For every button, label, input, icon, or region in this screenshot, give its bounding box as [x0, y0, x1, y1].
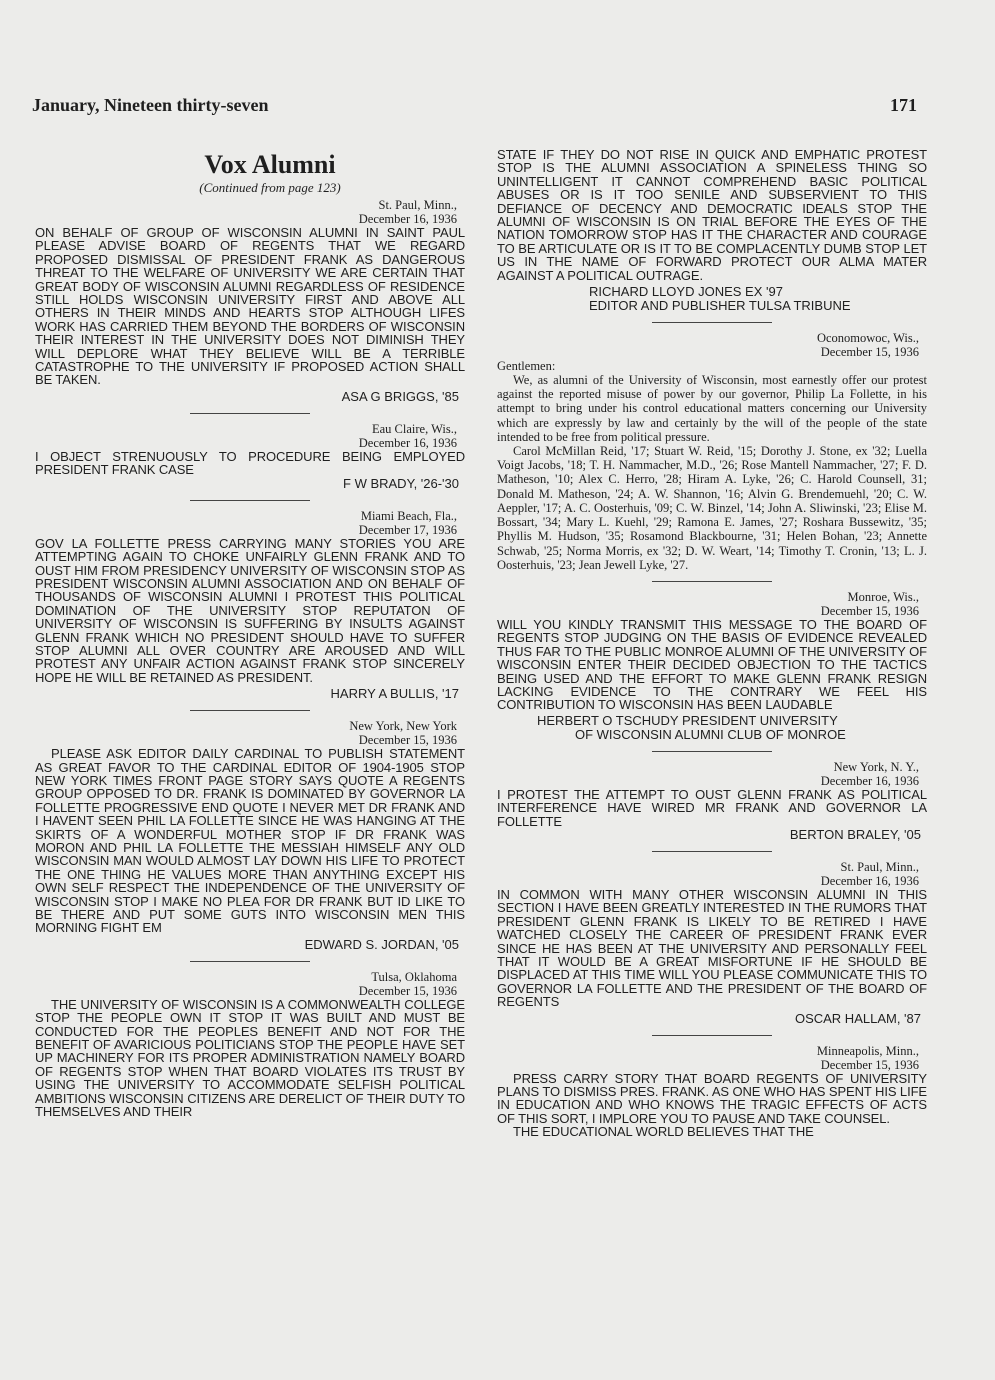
- letter-place: New York, New York: [349, 719, 457, 734]
- letter-body: GOV LA FOLLETTE PRESS CARRYING MANY STORIES YOU ARE ATTEMPTING AGAIN TO CHOKE UNFAIRLY GLENN FRANK AND TO OUST HIM FROM PRESIDENCY UNIVERSITY OF WISCONSIN STOP AS PRESIDENT WISCONSIN ALUMNI ASSOCIATION AND ON BEHALF OF THOUSANDS OF WISCONSIN ALUMNI I PROTEST THIS POLITICAL DOMINATION OF THE UNIVERSITY STOP REPUTATON OF UNIVERSITY OF WISCONSIN IS SUFFERING BY INSULTS AGAINST GLENN FRANK WHICH NO PRESIDENT SHOULD HAVE TO SUFFER STOP ALUMNI ALL OVER COUNTRY ARE AROUSED AND WILL PROTEST ANY UNFAIR ACTION AGAINST FRANK STOP SINCERELY HOPE HE WILL BE RETAINED AS PRESIDENT.: [35, 535, 465, 685]
- letter-jones-part1: [35, 970, 465, 1119]
- divider: [652, 1035, 772, 1036]
- article-title: Vox Alumni: [204, 150, 336, 179]
- letter-date: December 15, 1936: [820, 345, 919, 360]
- letter-place: St. Paul, Minn.,: [378, 198, 457, 212]
- letter-briggs: [35, 198, 465, 404]
- letter-place: St. Paul, Minn.,: [840, 859, 919, 874]
- letter-bullis: [35, 509, 465, 701]
- letter-jones-part2: [497, 148, 927, 313]
- divider: [190, 961, 310, 962]
- letter-date: December 15, 1936: [358, 733, 457, 748]
- left-column: [35, 150, 465, 1119]
- divider: [652, 851, 772, 852]
- letter-place: Tulsa, Oklahoma: [371, 969, 457, 984]
- letter-date: December 16, 1936: [820, 873, 919, 888]
- letter-brady: [35, 422, 465, 491]
- letter-date: December 17, 1936: [358, 522, 457, 537]
- letter-hallam: [497, 860, 927, 1026]
- letter-place: Miami Beach, Fla.,: [360, 508, 457, 523]
- divider: [652, 322, 772, 323]
- letter-body: PLEASE ASK EDITOR DAILY CARDINAL TO PUBLISH STATEMENT AS GREAT FAVOR TO THE CARDINAL EDITOR OF 1904-1905 STOP NEW YORK TIMES FRONT PAGE STORY SAYS QUOTE A REGENTS GROUP OPPOSED TO DR. FRANK IS DOMINATED BY GOVERNOR LA FOLLETTE PROGRESSIVE END QUOTE I NEVER MET DR FRANK AND I HAVENT SEEN PHIL LA FOLLETTE SINCE HE WAS HANGING AT THE SKIRTS OF A WONDERFUL MOTHER STOP IF DR FRANK WAS MORON AND PHIL LA FOLLETTE THE MESSIAH HIMSELF ANY OLD WISCONSIN MAN WOULD ALMOST LAY DOWN HIS LIFE TO PROTECT THE ONE THING HE VALUES MORE THAN ANYTHING EXCEPT HIS OWN SELF RESPECT THE INDEPENDENCE OF THE UNIVERSITY OF WISCONSIN STOP I MAKE NO PLEA FOR DR FRANK BUT ID LIKE TO BE THERE AND PUT SOME GUTS INTO WISCONSIN MEN THIS MORNING FIGHT EM: [35, 746, 465, 936]
- letter-place: Eau Claire, Wis.,: [371, 421, 457, 436]
- divider: [190, 500, 310, 501]
- letter-place: Minneapolis, Minn.,: [816, 1043, 919, 1058]
- continued-note: (Continued from page 123): [199, 180, 341, 195]
- letter-date: December 15, 1936: [358, 983, 457, 998]
- letter-date: December 15, 1936: [820, 603, 919, 618]
- letter-body: I OBJECT STRENUOUSLY TO PROCEDURE BEING EMPLOYED PRESIDENT FRANK CASE: [35, 448, 465, 478]
- letter-place: New York, N. Y.,: [833, 759, 919, 774]
- letter-body: THE UNIVERSITY OF WISCONSIN IS A COMMONWEALTH COLLEGE STOP THE PEOPLE OWN IT STOP IT WAS BUILT AND MUST BE CONDUCTED FOR THE PEOPLES BENEFIT AND NOT FOR THE BENEFIT OF AVARICIOUS POLITICIANS STOP THE PEOPLE HAVE SET UP MACHINERY FOR ITS PROPER ADMINISTRATION NAMELY BOARD OF REGENTS STOP WHEN THAT BOARD VIOLATES ITS TRUST BY USING THE UNIVERSITY TO ACCOMMODATE SELFISH POLITICAL AMBITIONS WISCONSIN CITIZENS ARE DERELICT OF THEIR DUTY TO THEMSELVES AND THEIR: [35, 996, 465, 1120]
- letter-body: IN COMMON WITH MANY OTHER WISCONSIN ALUMNI IN THIS SECTION I HAVE BEEN GREATLY INTERESTED IN THE RUMORS THAT PRESIDENT GLENN FRANK IS LIKELY TO BE RETIRED I HAVE WATCHED CLOSELY THE CAREER OF PRESIDENT FRANK EVER SINCE HE HAS BEEN AT THE UNIVERSITY AND PERSONALLY FEEL THAT IT WOULD BE A GREAT MISFORTUNE IF HE SHOULD BE DISPLACED AT THIS TIME WILL YOU PLEASE COMMUNICATE THIS TO GOVERNOR LA FOLLETTE AND THE PRESIDENT OF THE BOARD OF REGENTS: [497, 886, 927, 1010]
- letter-signature: F W BRADY, '26-'30: [343, 475, 459, 491]
- letter-signature: ASA G BRIGGS, '85: [341, 388, 459, 404]
- letter-date: December 16, 1936: [820, 773, 919, 788]
- issue-date: January, Nineteen thirty-seven: [32, 95, 269, 115]
- letter-body: We, as alumni of the University of Wisconsin, most earnestly offer our protest against the reported misuse of power by our governor, Philip La Follette, in his attempt to bring under his control educational matters concerning our University which are expressly by law and certainly by the will of the people of the state intended to be free from political pressure.: [497, 373, 927, 444]
- letter-body-continued: THE EDUCATIONAL WORLD BELIEVES THAT THE: [513, 1124, 814, 1140]
- letter-body: STATE IF THEY DO NOT RISE IN QUICK AND EMPHATIC PROTEST STOP IS THE ALUMNI ASSOCIATION A SPINELESS THING SO UNINTELLIGENT IT CANNOT COMPREHEND BASIC POLITICAL ABUSES OR IS IT TOO SENILE AND SUBSERVIENT TO THIS DEFIANCE OF DECENCY AND DEMOCRATIC IDEALS STOP THE ALUMNI OF WISCONSIN IS ON TRIAL BEFORE THE EYES OF THE NATION TOMORROW STOP HAS IT THE CHARACTER AND COURAGE TO BE ARTICULATE OR IS IT TO BE COMPLACENTLY DUMB STOP LET US IN THE NAME OF FORWARD PROTECT OUR ALMA MATER AGAINST A POLITICAL OUTRAGE.: [497, 147, 927, 283]
- letter-oconomowoc: [497, 331, 927, 572]
- divider: [190, 413, 310, 414]
- letter-signature-title: EDITOR AND PUBLISHER TULSA TRIBUNE: [589, 298, 851, 314]
- letter-minneapolis: [497, 1044, 927, 1139]
- letter-date: December 16, 1936: [358, 435, 457, 450]
- letter-body: WILL YOU KINDLY TRANSMIT THIS MESSAGE TO THE BOARD OF REGENTS STOP JUDGING ON THE BASIS OF EVIDENCE REVEALED THUS FAR TO THE PUBLIC MONROE ALUMNI OF THE UNIVERSITY OF WISCONSIN ENTER THEIR DECIDED OBJECTION TO THE TACTICS BEING USED AND THE EFFORT TO MAKE GLENN FRANK RESIGN LACKING EVIDENCE TO THE CONTRARY WE FEEL HIS CONTRIBUTION TO WISCONSIN HAS BEEN LAUDABLE: [497, 616, 927, 713]
- letter-signature: HARRY A BULLIS, '17: [330, 686, 459, 702]
- running-head: [32, 95, 917, 116]
- letter-body: I PROTEST THE ATTEMPT TO OUST GLENN FRANK AS POLITICAL INTERFERENCE HAVE WIRED MR FRANK AND GOVERNOR LA FOLLETTE: [497, 786, 927, 829]
- letter-signatories: Carol McMillan Reid, '17; Stuart W. Reid, '15; Dorothy J. Stone, ex '32; Luella Voigt Jacobs, '18; T. H. Nammacher, M.D., '26; Rose Mantell Nammacher, '27; F. D. Matheson, '10; Alex C. Herro, '28; Hiram A. Lyke, '26; C. Harold Counsell, 31; Donald M. Matheson, '24; A. W. Shannon, '16; Alvin G. Brendemuehl, '20; C. W. Aeppler, '17; A. C. Oosterhuis, '09; C. W. Binzel, '14; John A. Sliwinski, '23; Elise M. Bossart, '34; Mary L. Kuehl, '29; Ramona E. James, '27; Roshara Bussewitz, '35; Phyllis M. Hudson, '35; Rosamond Blackbourne, '31; Helen Bohan, '23; Annette Schwab, '25; Norma Morris, ex '32; D. W. Weart, '14; Timothy T. Cronin, '13; L. J. Oosterhuis, '23; Jean Jewell Lyke, '27.: [497, 444, 927, 572]
- letter-date: December 15, 1936: [820, 1057, 919, 1072]
- letter-signature: RICHARD LLOYD JONES EX '97: [589, 284, 783, 300]
- letter-place: Monroe, Wis.,: [847, 589, 919, 604]
- letter-body: PRESS CARRY STORY THAT BOARD REGENTS OF UNIVERSITY PLANS TO DISMISS PRES. FRANK. AS ONE WHO HAS SPENT HIS LIFE IN EDUCATION AND WHO KNOWS THE TRAGIC EFFECTS OF ACTS OF THIS SORT, I IMPLORE YOU TO PAUSE AND TAKE COUNSEL.: [497, 1070, 927, 1126]
- divider: [652, 581, 772, 582]
- page-number: 171: [890, 95, 917, 115]
- divider: [652, 751, 772, 752]
- letter-date: December 16, 1936: [358, 212, 457, 226]
- letter-jordan: [35, 719, 465, 952]
- letter-signature: HERBERT O TSCHUDY PRESIDENT UNIVERSITY: [537, 712, 838, 728]
- letter-signature: OSCAR HALLAM, '87: [794, 1010, 921, 1026]
- letter-monroe: [497, 590, 927, 742]
- divider: [190, 710, 310, 711]
- letter-signature: BERTON BRALEY, '05: [789, 826, 921, 842]
- letter-salutation: Gentlemen:: [497, 359, 556, 374]
- right-column: [497, 148, 927, 1139]
- letter-braley: [497, 760, 927, 842]
- letter-signature: EDWARD S. JORDAN, '05: [304, 936, 459, 952]
- letter-signature-line2: OF WISCONSIN ALUMNI CLUB OF MONROE: [575, 726, 846, 742]
- letter-body: ON BEHALF OF GROUP OF WISCONSIN ALUMNI IN SAINT PAUL PLEASE ADVISE BOARD OF REGENTS THAT WE REGARD PROPOSED DISMISSAL OF PRESIDENT FRANK AS DANGEROUS THREAT TO THE WELFARE OF UNIVERSITY WE ARE CERTAIN THAT GREAT BODY OF WISCONSIN ALUMNI REGARDLESS OF RESIDENCE STILL HOLDS WISCONSIN UNIVERSITY FIRST AND ABOVE ALL OTHERS IN THEIR MINDS AND HEARTS STOP ALTHOUGH LIFES WORK HAS CARRIED THEM BEYOND THE BORDERS OF WISCONSIN THEIR INTEREST IN THE UNIVERSITY DOES NOT DIMINISH THEY WILL DEPLORE WHAT THEY BELIEVE WILL BE A TERRIBLE CATASTROPHE TO THE UNIVERSITY IF PROPOSED ACTION SHALL BE TAKEN.: [35, 225, 465, 388]
- letter-place: Oconomowoc, Wis.,: [816, 331, 919, 346]
